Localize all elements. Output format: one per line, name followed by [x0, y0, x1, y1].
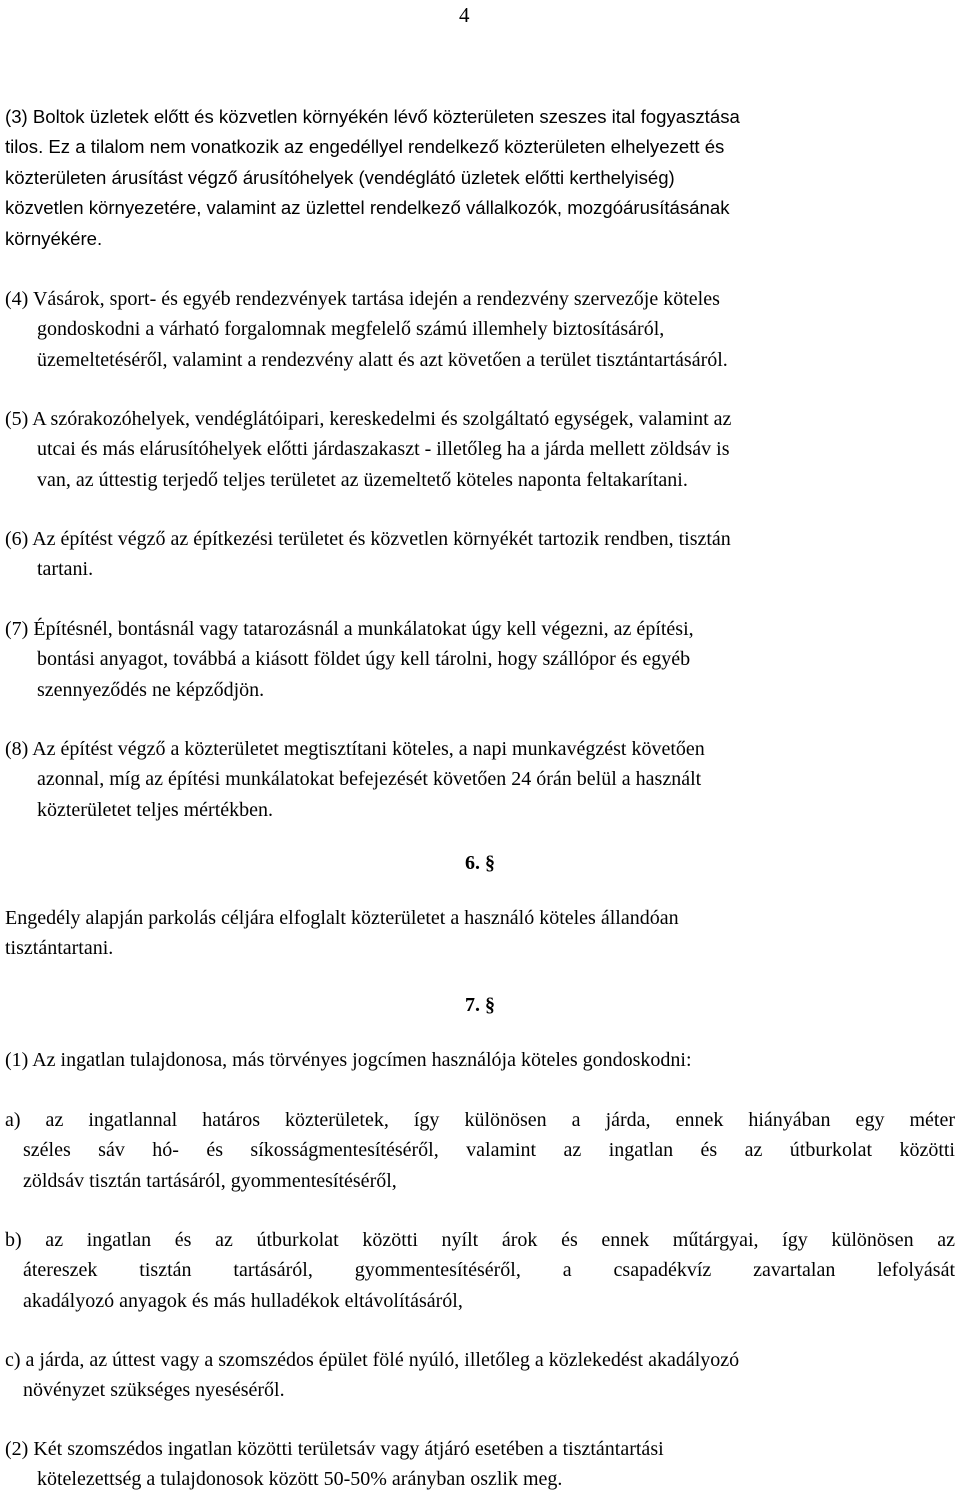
paragraph-line: környékére.: [5, 227, 103, 249]
section-7-heading: 7. §: [465, 994, 495, 1016]
paragraph-line: (4) Vásárok, sport- és egyéb rendezvények tartása idején a rendezvény szervezője köteles: [5, 288, 720, 310]
paragraph-line: (8) Az építést végző a közterületet megtisztítani köteles, a napi munkavégzést követően: [5, 738, 705, 760]
paragraph-line: tartani.: [37, 558, 94, 581]
page-number: 4: [459, 3, 470, 27]
paragraph-line: c) a járda, az úttest vagy a szomszédos épület fölé nyúló, illetőleg a közlekedést akadályozó: [5, 1349, 740, 1371]
paragraph-line: (7) Építésnél, bontásnál vagy tatarozásnál a munkálatokat úgy kell végezni, az építési,: [5, 618, 694, 640]
section-7-paragraph-2: [5, 1434, 664, 1495]
paragraph-line: (5) A szórakozóhelyek, vendéglátóipari, kereskedelmi és szolgáltató egységek, valamint az: [5, 408, 732, 430]
paragraph-line: növényzet szükséges nyeséséről.: [23, 1379, 285, 1402]
paragraph-line: zöldsáv tisztán tartásáról, gyommentesítéséről,: [23, 1169, 397, 1192]
paragraph-8: [5, 734, 705, 825]
paragraph-line: közterületet teljes mértékben.: [37, 798, 274, 821]
paragraph-line: üzemeltetéséről, valamint a rendezvény alatt és azt követően a terület tisztántartásáról.: [37, 348, 728, 371]
paragraph-7: [5, 614, 694, 705]
paragraph-5: [5, 404, 731, 495]
section-7-item-c: [5, 1345, 739, 1406]
paragraph-line: (3) Boltok üzletek előtt és közvetlen környékén lévő közterületen szeszes ital fogyasztása: [5, 106, 740, 127]
paragraph-line: utcai és más elárusítóhelyek előtti járdaszakaszt - illetőleg ha a járda mellett zöldsáv is: [37, 438, 730, 461]
paragraph-line: közvetlen környezetére, valamint az üzlettel rendelkező vállalkozók, mozgóárusításának: [5, 197, 730, 219]
section-6-heading: 6. §: [465, 852, 495, 874]
paragraph-line: a) az ingatlannal határos közterületek, így különösen a járda, ennek hiányában egy méter: [5, 1109, 955, 1131]
paragraph-line: tisztántartani.: [5, 937, 114, 960]
paragraph-line: akadályozó anyagok és más hulladékok eltávolításáról,: [23, 1289, 463, 1312]
paragraph-line: szennyeződés ne képződjön.: [37, 678, 265, 701]
section-7-item-b: [5, 1225, 955, 1316]
paragraph-line: tilos. Ez a tilalom nem vonatkozik az engedéllyel rendelkező közterületen elhelyezett és: [5, 136, 725, 158]
paragraph-line: bontási anyagot, továbbá a kiásott földet úgy kell tárolni, hogy szállópor és egyéb: [37, 648, 691, 671]
paragraph-line: széles sáv hó- és síkosságmentesítéséről, valamint az ingatlan és az útburkolat közötti: [23, 1139, 955, 1162]
paragraph-line: b) az ingatlan és az útburkolat közötti nyílt árok és ennek műtárgyai, így különösen az: [5, 1229, 955, 1251]
paragraph-line: (2) Két szomszédos ingatlan közötti területsáv vagy átjáró esetében a tisztántartási: [5, 1438, 664, 1460]
paragraph-3: [5, 102, 740, 254]
paragraph-line: kötelezettség a tulajdonosok között 50-50% arányban oszlik meg.: [37, 1468, 563, 1491]
paragraph-6: [5, 524, 731, 585]
paragraph-line: átereszek tisztán tartásáról, gyommentesítéséről, a csapadékvíz zavartalan lefolyását: [23, 1259, 955, 1282]
paragraph-line: azonnal, míg az építési munkálatokat befejezését követően 24 órán belül a használt: [37, 768, 702, 791]
paragraph-4: [5, 284, 728, 375]
paragraph-line: közterületen árusítást végző árusítóhelyek (vendéglátó üzletek előtti kerthelyiség): [5, 166, 675, 188]
section-6-paragraph: [5, 903, 679, 964]
paragraph-line: van, az úttestig terjedő teljes területet az üzemeltető köteles naponta feltakarítani.: [37, 468, 688, 491]
paragraph-line: Engedély alapján parkolás céljára elfoglalt közterületet a használó köteles állandóan: [5, 907, 679, 929]
paragraph-line: (6) Az építést végző az építkezési területet és közvetlen környékét tartozik rendben, tisztán: [5, 528, 731, 550]
paragraph-line: gondoskodni a várható forgalomnak megfelelő számú illemhely biztosításáról,: [37, 318, 665, 341]
section-7-item-a: [5, 1105, 955, 1196]
section-7-intro: (1) Az ingatlan tulajdonosa, más törvényes jogcímen használója köteles gondoskodni:: [5, 1049, 692, 1071]
